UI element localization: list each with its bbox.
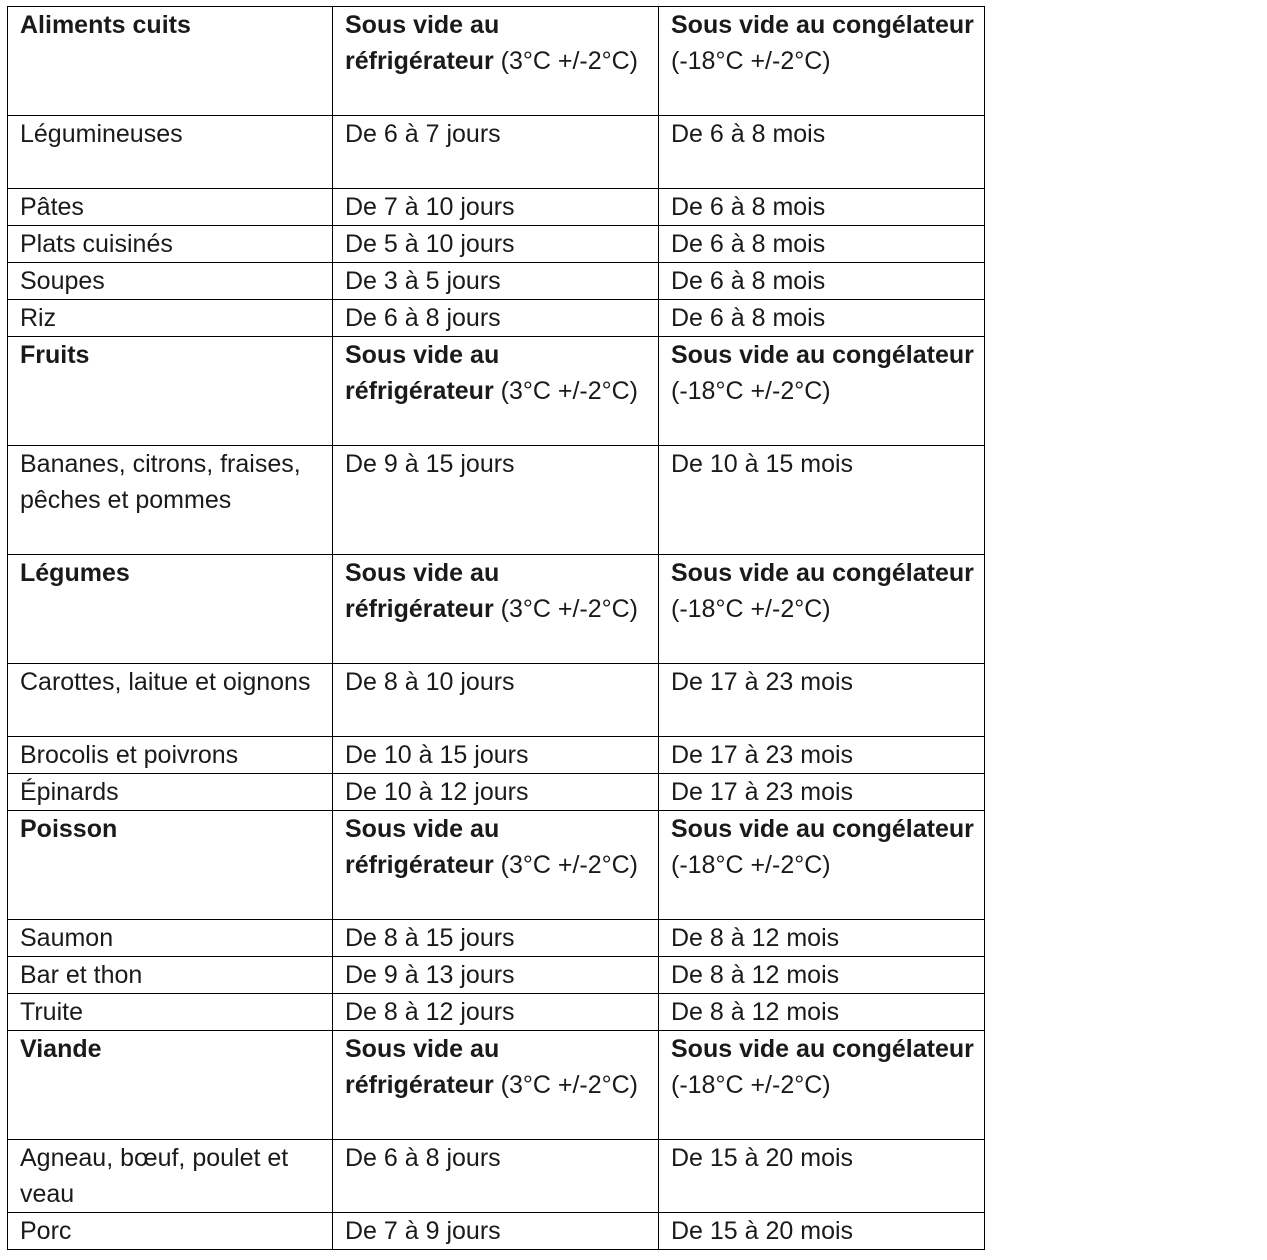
fridge-header-label: Sous vide au réfrigérateur (345, 341, 500, 405)
fridge-temperature: (3°C +/-2°C) (493, 851, 638, 879)
section-header-row (8, 1031, 985, 1140)
freezer-header-label: Sous vide au congélateur (671, 11, 974, 39)
food-cell: Riz (8, 300, 333, 337)
freezer-duration-cell: De 6 à 8 mois (659, 263, 985, 300)
food-cell: Truite (8, 994, 333, 1031)
fridge-duration-cell: De 8 à 10 jours (333, 664, 659, 737)
fridge-duration-cell: De 3 à 5 jours (333, 263, 659, 300)
food-cell: Épinards (8, 774, 333, 811)
fridge-header-cell (333, 337, 659, 446)
fridge-header-cell (333, 555, 659, 664)
freezer-duration-cell: De 15 à 20 mois (659, 1140, 985, 1213)
table-row (8, 263, 985, 300)
freezer-temperature: (-18°C +/-2°C) (671, 47, 831, 75)
fridge-temperature: (3°C +/-2°C) (493, 1071, 638, 1099)
freezer-duration-cell: De 17 à 23 mois (659, 774, 985, 811)
category-header-cell (8, 1031, 333, 1140)
freezer-header-label: Sous vide au congélateur (671, 815, 974, 843)
table-row (8, 664, 985, 737)
freezer-duration-cell: De 6 à 8 mois (659, 226, 985, 263)
freezer-duration-cell: De 17 à 23 mois (659, 664, 985, 737)
freezer-duration-cell: De 8 à 12 mois (659, 957, 985, 994)
section-header-row (8, 7, 985, 116)
section-header-row (8, 811, 985, 920)
table-row (8, 446, 985, 555)
section-header-row (8, 337, 985, 446)
category-label: Fruits (20, 341, 90, 369)
fridge-duration-cell: De 5 à 10 jours (333, 226, 659, 263)
fridge-duration-cell: De 8 à 15 jours (333, 920, 659, 957)
food-cell: Brocolis et poivrons (8, 737, 333, 774)
table-row (8, 300, 985, 337)
freezer-header-label: Sous vide au congélateur (671, 341, 974, 369)
freezer-duration-cell: De 10 à 15 mois (659, 446, 985, 555)
freezer-duration-cell: De 8 à 12 mois (659, 994, 985, 1031)
food-cell: Porc (8, 1213, 333, 1250)
food-cell: Soupes (8, 263, 333, 300)
fridge-duration-cell: De 9 à 13 jours (333, 957, 659, 994)
table-row (8, 774, 985, 811)
freezer-duration-cell: De 6 à 8 mois (659, 300, 985, 337)
category-header-cell (8, 7, 333, 116)
freezer-header-cell (659, 337, 985, 446)
table-row (8, 226, 985, 263)
fridge-duration-cell: De 7 à 9 jours (333, 1213, 659, 1250)
table-row (8, 1213, 985, 1250)
table-row (8, 994, 985, 1031)
food-cell: Bar et thon (8, 957, 333, 994)
category-label: Légumes (20, 559, 130, 587)
freezer-header-cell (659, 555, 985, 664)
freezer-temperature: (-18°C +/-2°C) (671, 851, 831, 879)
table-row (8, 1140, 985, 1213)
food-cell: Carottes, laitue et oignons (8, 664, 333, 737)
food-cell: Bananes, citrons, fraises, pêches et pommes (8, 446, 333, 555)
food-cell: Pâtes (8, 189, 333, 226)
freezer-duration-cell: De 15 à 20 mois (659, 1213, 985, 1250)
fridge-header-label: Sous vide au réfrigérateur (345, 1035, 500, 1099)
fridge-duration-cell: De 10 à 15 jours (333, 737, 659, 774)
fridge-header-cell (333, 811, 659, 920)
food-cell: Agneau, bœuf, poulet et veau (8, 1140, 333, 1213)
freezer-header-label: Sous vide au congélateur (671, 559, 974, 587)
category-header-cell (8, 337, 333, 446)
category-label: Aliments cuits (20, 11, 191, 39)
category-header-cell (8, 555, 333, 664)
fridge-duration-cell: De 6 à 8 jours (333, 1140, 659, 1213)
category-label: Poisson (20, 815, 118, 843)
fridge-duration-cell: De 6 à 7 jours (333, 116, 659, 189)
table-row (8, 957, 985, 994)
freezer-header-cell (659, 7, 985, 116)
fridge-duration-cell: De 6 à 8 jours (333, 300, 659, 337)
fridge-header-label: Sous vide au réfrigérateur (345, 11, 500, 75)
freezer-header-cell (659, 1031, 985, 1140)
freezer-temperature: (-18°C +/-2°C) (671, 377, 831, 405)
freezer-duration-cell: De 6 à 8 mois (659, 116, 985, 189)
fridge-duration-cell: De 10 à 12 jours (333, 774, 659, 811)
freezer-temperature: (-18°C +/-2°C) (671, 595, 831, 623)
section-header-row (8, 555, 985, 664)
freezer-duration-cell: De 6 à 8 mois (659, 189, 985, 226)
fridge-temperature: (3°C +/-2°C) (493, 377, 638, 405)
freezer-header-cell (659, 811, 985, 920)
category-header-cell (8, 811, 333, 920)
table-row (8, 920, 985, 957)
freezer-duration-cell: De 17 à 23 mois (659, 737, 985, 774)
fridge-duration-cell: De 7 à 10 jours (333, 189, 659, 226)
freezer-duration-cell: De 8 à 12 mois (659, 920, 985, 957)
fridge-header-cell (333, 7, 659, 116)
food-cell: Légumineuses (8, 116, 333, 189)
fridge-temperature: (3°C +/-2°C) (493, 47, 638, 75)
fridge-duration-cell: De 9 à 15 jours (333, 446, 659, 555)
category-label: Viande (20, 1035, 102, 1063)
table-row (8, 189, 985, 226)
freezer-temperature: (-18°C +/-2°C) (671, 1071, 831, 1099)
table-row (8, 737, 985, 774)
food-cell: Saumon (8, 920, 333, 957)
table-row (8, 116, 985, 189)
fridge-temperature: (3°C +/-2°C) (493, 595, 638, 623)
storage-duration-table (7, 6, 985, 1250)
fridge-duration-cell: De 8 à 12 jours (333, 994, 659, 1031)
fridge-header-cell (333, 1031, 659, 1140)
fridge-header-label: Sous vide au réfrigérateur (345, 559, 500, 623)
fridge-header-label: Sous vide au réfrigérateur (345, 815, 500, 879)
freezer-header-label: Sous vide au congélateur (671, 1035, 974, 1063)
food-cell: Plats cuisinés (8, 226, 333, 263)
